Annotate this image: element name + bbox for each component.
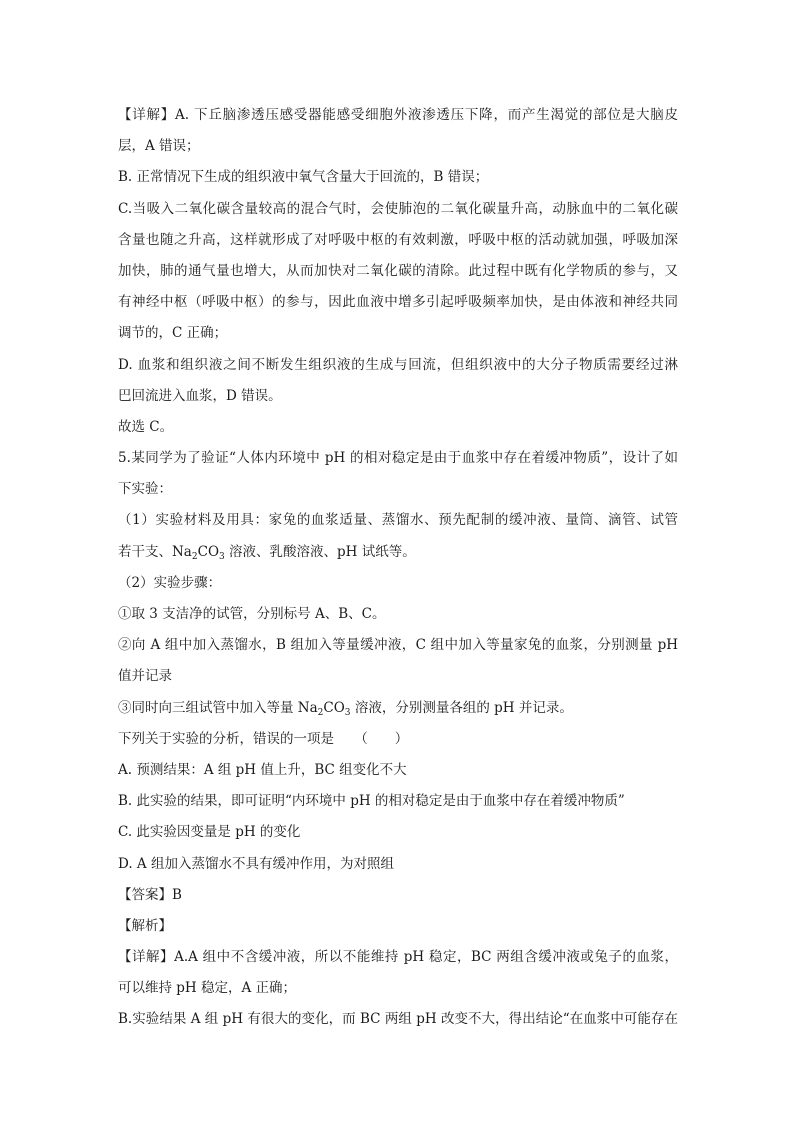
text-line: 下列关于实验的分析，错误的一项是 （ ）	[118, 730, 409, 747]
option-c: C. 此实验因变量是 pH 的变化	[118, 824, 301, 841]
subscript: 2	[317, 707, 324, 718]
text-line: 可以维持 pH 稳定，A 正确；	[118, 980, 297, 997]
text-segment: CO	[323, 699, 345, 716]
analysis-label: 【解析】	[118, 917, 172, 934]
question-stem: 5.某同学为了验证“人体内环境中 pH 的相对稳定是由于血浆中存在着缓冲物质”，设计了如	[118, 450, 678, 467]
text-line: ②向 A 组中加入蒸馏水，B 组加入等量缓冲液，C 组中加入等量家兔的血浆，分别测量 pH	[118, 637, 678, 654]
answer-label: 【答案】B	[118, 886, 182, 903]
text-segment: CO	[197, 543, 220, 560]
text-line: 层，A 错误；	[118, 138, 200, 155]
subscript: 2	[191, 551, 198, 562]
text-line: 【详解】A.A 组中不含缓冲液，所以不能维持 pH 稳定，BC 两组含缓冲液或兔子的血浆，	[118, 949, 678, 966]
text-line: B.实验结果 A 组 pH 有很大的变化，而 BC 两组 pH 改变不大，得出结论“在血浆中可能存在	[118, 1011, 678, 1028]
subscript: 3	[219, 551, 225, 562]
text-segment: 溶液，分别测量各组的 pH 并记录。	[350, 699, 573, 716]
text-line: 故选 C。	[118, 418, 174, 435]
option-d: D. A 组加入蒸馏水不具有缓冲作用，为对照组	[118, 855, 394, 872]
text-line: 巴回流进入血浆，D 错误。	[118, 387, 282, 404]
text-line: ①取 3 支洁净的试管，分别标号 A、B、C。	[118, 606, 386, 622]
text-line: 加快，肺的通气量也增大，从而加快对二氧化碳的清除。此过程中既有化学物质的参与，又	[118, 262, 678, 279]
text-line: 下实验：	[118, 481, 172, 498]
text-line: C.当吸入二氧化碳含量较高的混合气时，会使肺泡的二氧化碳量升高，动脉血中的二氧化碳	[118, 200, 678, 217]
document-page	[118, 100, 678, 1036]
text-segment: 若干支、Na	[118, 543, 192, 560]
text-line: 【详解】A. 下丘脑渗透压感受器能感受细胞外液渗透压下降，而产生渴觉的部位是大脑皮	[118, 107, 678, 123]
text-line: B. 正常情况下生成的组织液中氧气含量大于回流的，B 错误；	[118, 169, 489, 186]
text-line-formula	[118, 693, 678, 724]
text-segment: ③同时向三组试管中加入等量 Na	[118, 699, 318, 716]
text-line: （1）实验材料及用具：家兔的血浆适量、蒸馏水、预先配制的缓冲液、量筒、滴管、试管	[118, 512, 678, 529]
text-line: 有神经中枢（呼吸中枢）的参与，因此血液中增多引起呼吸频率加快，是由体液和神经共同	[118, 294, 678, 311]
text-line: 值并记录	[118, 668, 172, 685]
text-segment: 溶液、乳酸溶液、pH 试纸等。	[224, 543, 416, 560]
subscript: 3	[344, 707, 351, 718]
text-line: 含量也随之升高，这样就形成了对呼吸中枢的有效刺激，呼吸中枢的活动就加强，呼吸加深	[118, 231, 678, 248]
text-line: D. 血浆和组织液之间不断发生组织液的生成与回流，但组织液中的大分子物质需要经过淋	[118, 356, 678, 373]
option-a: A. 预测结果：A 组 pH 值上升，BC 组变化不大	[118, 761, 407, 778]
text-line: 调节的，C 正确；	[118, 325, 228, 342]
option-b: B. 此实验的结果，即可证明“内环境中 pH 的相对稳定是由于血浆中存在着缓冲物质”	[118, 793, 625, 810]
text-line-formula	[118, 537, 678, 568]
text-line: （2）实验步骤：	[118, 574, 222, 591]
